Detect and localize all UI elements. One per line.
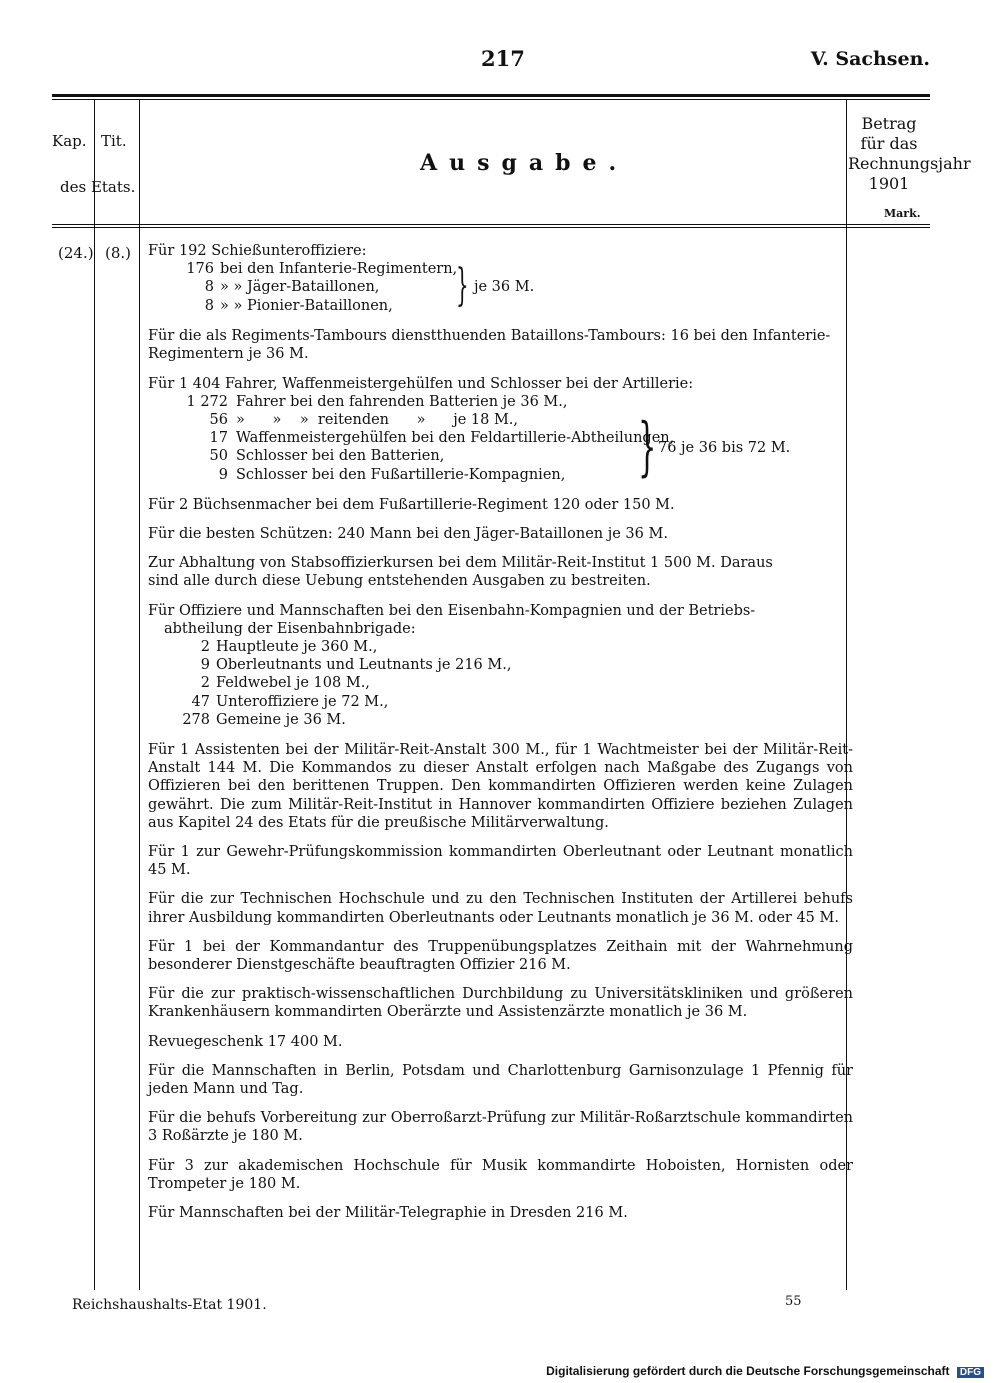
- item-text: Oberleutnants und Leutnants je 216 M.,: [216, 657, 512, 674]
- item-count: 9: [200, 657, 210, 674]
- entry-text: Für die Mannschaften in Berlin, Potsdam und Charlottenburg Garnisonzulage 1 Pfennig für jeden Mann und Tag.: [148, 1062, 853, 1098]
- brace-glyph: }: [638, 409, 657, 484]
- header-bottom-rule-2: [52, 227, 930, 228]
- item-count: 278: [182, 711, 210, 728]
- betrag-line-4: 1901: [868, 174, 910, 193]
- list-item: [148, 693, 853, 711]
- list-item: [148, 466, 853, 484]
- dfg-logo: DFG: [957, 1367, 984, 1378]
- entry-title: Für 192 Schießunteroffiziere:: [148, 243, 367, 259]
- expenditure-entries: [148, 242, 853, 1233]
- betrag-line-1: Betrag: [861, 114, 917, 133]
- entry-telegraphie: [148, 1204, 853, 1222]
- entry-text: Für die behufs Vorbereitung zur Oberroßarzt-Prüfung zur Militär-Roßarztschule kommandirten 3 Roßärzte je 180 M.: [148, 1110, 853, 1145]
- header-tit: Tit.: [101, 132, 127, 150]
- entry-tambours: [148, 327, 853, 363]
- entry-line: abtheilung der Eisenbahnbrigade:: [164, 620, 416, 637]
- item-text: Fahrer bei den fahrenden Batterien je 36 M.,: [236, 393, 568, 410]
- entry-line: Für die besten Schützen: 240 Mann bei den Jäger-Bataillonen je 36 M.: [148, 526, 668, 543]
- item-count: 176: [186, 261, 214, 278]
- sub-list: [148, 260, 853, 316]
- dfg-text: Digitalisierung gefördert durch die Deutsche Forschungsgemeinschaft: [546, 1364, 950, 1378]
- entry-rossarztschule: [148, 1109, 853, 1145]
- entry-hochschule-musik: [148, 1157, 853, 1193]
- header-des-etats: des Etats.: [60, 178, 136, 196]
- item-text: Schlosser bei den Batterien,: [236, 448, 445, 465]
- item-count: 56: [209, 412, 228, 428]
- item-text: Schlosser bei den Fußartillerie-Kompagnien,: [236, 466, 566, 483]
- item-count: 17: [209, 430, 228, 447]
- entry-buechsenmacher: [148, 496, 853, 514]
- item-text: Waffenmeistergehülfen bei den Feldartillerie-Abtheilungen,: [236, 430, 675, 447]
- entry-title: Für 1 404 Fahrer, Waffenmeistergehülfen und Schlosser bei der Artillerie:: [148, 375, 694, 392]
- list-item: [148, 393, 853, 411]
- item-count: 50: [209, 448, 228, 465]
- entry-line: Für die als Regiments-Tambours dienstthuenden Bataillons-Tambours: 16 bei den Infanterie-: [148, 328, 831, 345]
- betrag-line-2: für das: [860, 134, 918, 153]
- header-bottom-rule: [52, 224, 930, 225]
- entry-line: Zur Abhaltung von Stabsoffizierkursen bei dem Militär-Reit-Institut 1 500 M. Daraus: [148, 555, 773, 572]
- entry-text: Für Mannschaften bei der Militär-Telegraphie in Dresden 216 M.: [148, 1205, 628, 1222]
- list-item: [148, 711, 853, 729]
- entry-text: Revuegeschenk 17 400 M.: [148, 1033, 343, 1050]
- list-item: [148, 638, 853, 656]
- list-item: [148, 674, 853, 692]
- col-rule-tit-text: [139, 100, 140, 1290]
- row-kap: (24.): [58, 244, 94, 262]
- group-total: je 36 M.: [474, 279, 535, 296]
- entry-stabsoffizierkurse: [148, 554, 853, 590]
- entry-line: Regimentern je 36 M.: [148, 346, 309, 363]
- entry-text: Für 1 bei der Kommandantur des Truppenübungsplatzes Zeithain mit der Wahrnehmung besonderer Dienstgeschäfte beauftragten Offizier 216 M.: [148, 938, 853, 974]
- entry-eisenbahn: [148, 602, 853, 730]
- entry-schiessunteroffiziere: [148, 242, 853, 316]
- list-item: [148, 411, 853, 429]
- entry-text: Für 1 zur Gewehr-Prüfungskommission kommandirten Oberleutnant oder Leutnant monatlich 45 M.: [148, 844, 853, 879]
- betrag-line-3: Rechnungsjahr: [848, 154, 971, 173]
- item-count: 8: [204, 279, 214, 296]
- entry-text: Für die zur praktisch-wissenschaftlichen Durchbildung zu Universitätskliniken und größeren Krankenhäusern kommandirten Oberärzte und Assistenzärzte monatlich je 36 M.: [148, 986, 853, 1021]
- item-count: 2: [200, 675, 210, 692]
- entry-reit-anstalt: [148, 741, 853, 832]
- entry-fahrer: [148, 375, 853, 485]
- list-item: [148, 656, 853, 674]
- entry-line: Für 2 Büchsenmacher bei dem Fußartillerie-Regiment 120 oder 150 M.: [148, 496, 675, 513]
- item-count: 8: [204, 297, 214, 314]
- top-rule-thick: [52, 94, 930, 97]
- item-count: 1 272: [186, 393, 228, 410]
- item-count: 47: [191, 693, 210, 710]
- entry-gewehr-pruefung: [148, 843, 853, 879]
- item-count: 2: [200, 639, 210, 656]
- item-text: Gemeine je 36 M.: [216, 711, 346, 728]
- item-text: » » Jäger-Bataillonen,: [220, 279, 380, 296]
- entry-schuetzen: [148, 525, 853, 543]
- item-text: Feldwebel je 108 M.,: [216, 675, 370, 692]
- list-item: [148, 297, 853, 315]
- footer-signature: 55: [785, 1294, 802, 1309]
- header-unit-mark: Mark.: [884, 207, 921, 220]
- header-kap: Kap.: [52, 132, 87, 150]
- col-rule-kap-tit: [94, 100, 95, 1290]
- brace-glyph: }: [456, 260, 469, 312]
- entry-line: Für Offiziere und Mannschaften bei den Eisenbahn-Kompagnien und der Betriebs-: [148, 602, 756, 619]
- item-text: » » Pionier-Bataillonen,: [220, 297, 393, 314]
- item-text: Hauptleute je 360 M.,: [216, 639, 378, 656]
- dfg-credit: [546, 1364, 984, 1378]
- column-title-ausgabe: Ausgabe.: [420, 150, 629, 176]
- footer-publication: Reichshaushalts-Etat 1901.: [72, 1297, 267, 1313]
- sub-list: [148, 393, 853, 485]
- entry-line: sind alle durch diese Uebung entstehenden Ausgaben zu bestreiten.: [148, 573, 651, 590]
- entry-text: Für 1 Assistenten bei der Militär-Reit-Anstalt 300 M., für 1 Wachtmeister bei der Militär-Reit-Anstalt 144 M. Die Kommandos zu dieser Anstalt erfolgen nach Maßgabe des Zugangs von Offizieren bei den berittenen Truppen. Den kommandirten Offizieren werden keine Zulagen gewährt. Die zum Militär-Reit-Institut in Hannover kommandirten Offiziere beziehen Zulagen aus Kapitel 24 des Etats für die preußische Militärverwaltung.: [148, 742, 853, 831]
- sub-list: [148, 638, 853, 730]
- group-total: 76 je 36 bis 72 M.: [658, 439, 791, 456]
- state-heading: V. Sachsen.: [810, 48, 930, 70]
- top-rule-thin: [52, 99, 930, 100]
- entry-garnisonzulage: [148, 1062, 853, 1098]
- item-count: 9: [218, 466, 228, 483]
- page-number: 217: [481, 46, 525, 71]
- entry-revuegeschenk: [148, 1033, 853, 1051]
- item-text: Unteroffiziere je 72 M.,: [216, 693, 389, 710]
- item-text: » » » reitenden » je 18 M.,: [236, 412, 519, 428]
- entry-zeithain: [148, 938, 853, 974]
- row-tit: (8.): [105, 244, 132, 262]
- item-text: bei den Infanterie-Regimentern,: [220, 261, 458, 278]
- header-betrag: [848, 114, 971, 194]
- entry-text: Für 3 zur akademischen Hochschule für Musik kommandirte Hoboisten, Hornisten oder Trompeter je 180 M.: [148, 1157, 853, 1192]
- entry-universitaetskliniken: [148, 985, 853, 1021]
- list-item: [148, 260, 853, 278]
- entry-text: Für die zur Technischen Hochschule und zu den Technischen Instituten der Artillerei behufs ihrer Ausbildung kommandirten Oberleutnants oder Leutnants monatlich je 36 M. oder 45 M.: [148, 891, 853, 926]
- entry-technische-hochschule: [148, 890, 853, 926]
